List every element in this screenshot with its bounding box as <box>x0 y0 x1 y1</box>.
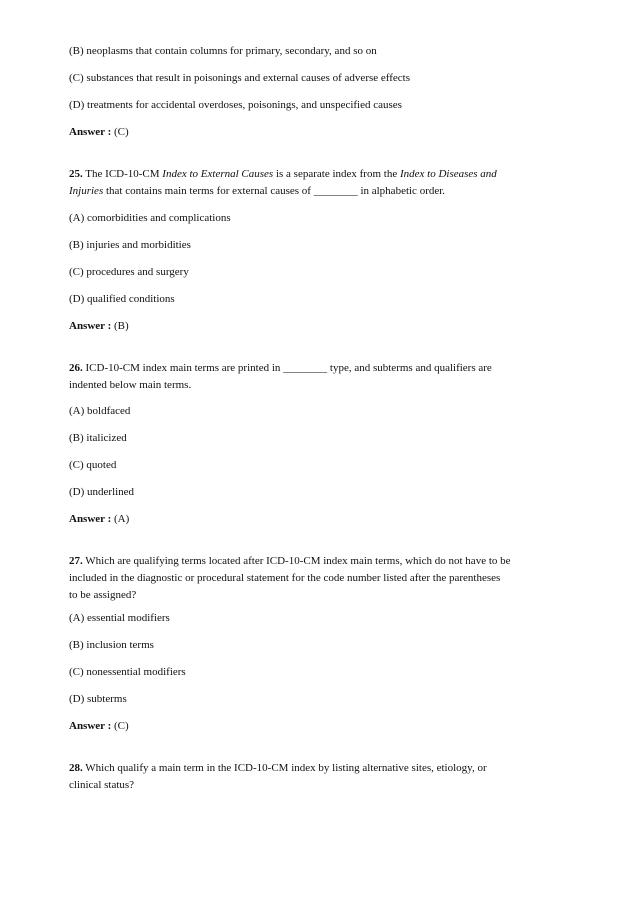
question-number: 28. <box>69 762 83 774</box>
q27-option-a: (A) essential modifiers <box>69 612 170 624</box>
q27-option-d: (D) subterms <box>69 693 127 705</box>
answer-label: Answer : <box>69 513 112 525</box>
q26-option-c: (C) quoted <box>69 459 117 471</box>
q25-line-2 <box>69 184 445 198</box>
q26-answer <box>69 512 129 526</box>
q27-line-3: to be assigned? <box>69 589 137 601</box>
q25-text-b: is a separate index from the <box>273 168 400 180</box>
prev-option-b: (B) neoplasms that contain columns for primary, secondary, and so on <box>69 45 377 57</box>
q27-text-1: Which are qualifying terms located after ICD-10-CM index main terms, which do not have to be <box>82 555 511 567</box>
q25-answer <box>69 319 129 333</box>
q28-line-2: clinical status? <box>69 779 135 791</box>
q25-italic-title-c: Injuries <box>69 185 104 197</box>
q28-text-1: Which qualify a main term in the ICD-10-CM index by listing alternative sites, etiology, or <box>82 762 487 774</box>
answer-label: Answer : <box>69 320 112 332</box>
answer-value: (B) <box>111 320 129 332</box>
prev-option-c: (C) substances that result in poisonings and external causes of adverse effects <box>69 72 410 84</box>
q25-option-b: (B) injuries and morbidities <box>69 239 191 251</box>
q27-line-2: included in the diagnostic or procedural statement for the code number listed after the parentheses <box>69 572 501 584</box>
q26-option-b: (B) italicized <box>69 432 127 444</box>
answer-value: (C) <box>111 126 129 138</box>
question-number: 27. <box>69 555 83 567</box>
q25-italic-title-a: Index to External Causes <box>162 168 274 180</box>
question-number: 26. <box>69 362 83 374</box>
answer-label: Answer : <box>69 126 112 138</box>
question-number: 25. <box>69 168 83 180</box>
q26-line-2: indented below main terms. <box>69 379 192 391</box>
q26-line-1 <box>69 361 492 375</box>
q26-option-a: (A) boldfaced <box>69 405 131 417</box>
prev-option-d: (D) treatments for accidental overdoses, poisonings, and unspecified causes <box>69 99 402 111</box>
answer-value: (A) <box>111 513 130 525</box>
answer-value: (C) <box>111 720 129 732</box>
answer-label: Answer : <box>69 720 112 732</box>
q27-option-b: (B) inclusion terms <box>69 639 154 651</box>
q28-line-1 <box>69 761 487 775</box>
prev-answer <box>69 125 129 139</box>
q26-text-1: ICD-10-CM index main terms are printed in ________ type, and subterms and qualifiers are <box>82 362 492 374</box>
q25-option-c: (C) procedures and surgery <box>69 266 189 278</box>
q27-option-c: (C) nonessential modifiers <box>69 666 186 678</box>
q25-option-a: (A) comorbidities and complications <box>69 212 231 224</box>
q25-text-c: that contains main terms for external causes of ________ in alphabetic order. <box>103 185 446 197</box>
q25-italic-title-b: Index to Diseases and <box>399 168 497 180</box>
q27-answer <box>69 719 129 733</box>
q26-option-d: (D) underlined <box>69 486 135 498</box>
q27-line-1 <box>69 554 511 568</box>
q25-option-d: (D) qualified conditions <box>69 293 175 305</box>
q25-text-a: The ICD-10-CM <box>82 168 163 180</box>
q25-line-1 <box>69 167 497 181</box>
